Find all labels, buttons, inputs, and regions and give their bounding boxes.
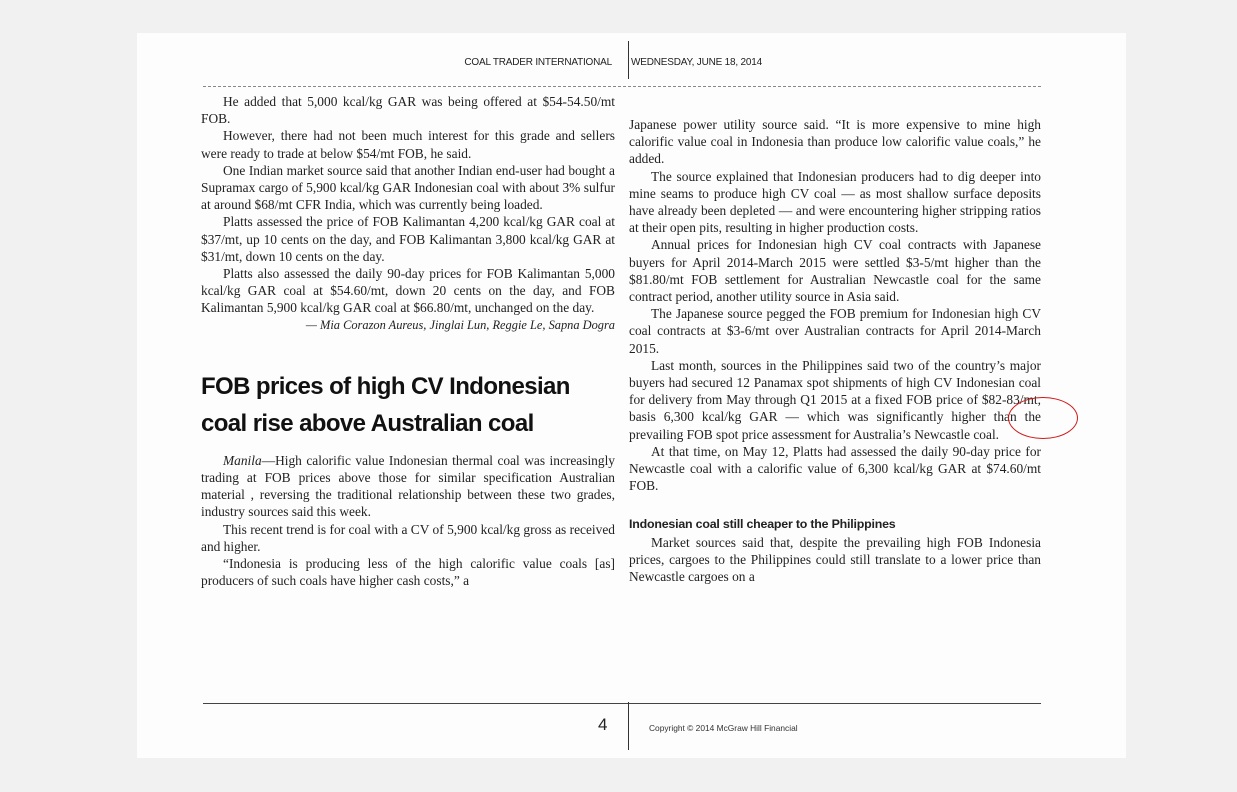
paragraph: Market sources said that, despite the prevailing high FOB Indonesia prices, cargoes to the Philippines could still translate to a lower price than Newcastle cargoes on a [629, 534, 1041, 585]
red-circle-annotation [1008, 397, 1078, 439]
paragraph: The source explained that Indonesian producers had to dig deeper into mine seams to produce high CV coal — as most shallow surface deposits have already been depleted — and were encountering higher stripping ratios at their open pits, resulting in higher production costs. [629, 168, 1041, 236]
paragraph [201, 452, 615, 521]
paragraph: “Indonesia is producing less of the high calorific value coals [as] producers of such coals have higher cash costs,” a [201, 556, 615, 589]
right-column [629, 116, 1041, 585]
header-divider [628, 41, 629, 79]
publication-name: COAL TRADER INTERNATIONAL [464, 57, 612, 68]
page-number: 4 [598, 715, 608, 734]
paragraph: Annual prices for Indonesian high CV coal contracts with Japanese buyers for April 2014-March 2015 were settled $3-5/mt higher than the $81.80/mt FOB settlement for Australian Newcastle coal for the same contract period, another utility source in Asia said. [629, 237, 1041, 305]
left-column [201, 93, 615, 589]
paragraph: Japanese power utility source said. “It is more expensive to mine high calorific value coal in Indonesia than produce low calorific value coals,” he added. [629, 117, 1041, 167]
paragraph: However, there had not been much interest for this grade and sellers were ready to trade at below $54/mt FOB, he said. [201, 128, 615, 161]
publication-date: WEDNESDAY, JUNE 18, 2014 [631, 57, 762, 68]
footer-divider [628, 702, 629, 750]
footer-rule [203, 703, 1041, 704]
byline: — Mia Corazon Aureus, Jinglai Lun, Reggie Le, Sapna Dogra [305, 317, 615, 332]
paragraph: Platts assessed the price of FOB Kalimantan 4,200 kcal/kg GAR coal at $37/mt, up 10 cents on the day, and FOB Kalimantan 3,800 kcal/kg GAR at $31/mt, down 10 cents on the day. [201, 214, 615, 264]
paragraph: The Japanese source pegged the FOB premium for Indonesian high CV coal contracts at $3-6/mt over Australian contracts for April 2014-March 2015. [629, 306, 1041, 356]
document-page [137, 33, 1126, 758]
paragraph: Platts also assessed the daily 90-day prices for FOB Kalimantan 5,000 kcal/kg GAR coal at $54.60/mt, down 20 cents on the day, and FOB Kalimantan 5,900 kcal/kg GAR coal at $66.80/mt, unchanged on the day. [201, 266, 615, 316]
lead-text: —High calorific value Indonesian thermal coal was increasingly trading at FOB prices above those for similar specification Australian material , reversing the traditional relationship between these two grades, industry sources said this week. [201, 452, 615, 520]
paragraph: This recent trend is for coal with a CV of 5,900 kcal/kg gross as received and higher. [201, 521, 615, 554]
header-rule [203, 86, 1041, 87]
section-subhead: Indonesian coal still cheaper to the Philippines [629, 517, 896, 532]
paragraph: At that time, on May 12, Platts had assessed the daily 90-day price for Newcastle coal with a calorific value of 6,300 kcal/kg GAR at $74.60/mt FOB. [629, 443, 1041, 494]
paragraph: Last month, sources in the Philippines said two of the country’s major buyers had secured 12 Panamax spot shipments of high CV Indonesian coal for delivery from May through Q1 2015 at a fixed FOB price of $82-83/mt, basis 6,300 kcal/kg GAR — which was significantly higher than the prevailing FOB spot price assessment for Australia’s Newcastle coal. [629, 357, 1041, 442]
copyright-notice: Copyright © 2014 McGraw Hill Financial [649, 723, 798, 733]
paragraph: He added that 5,000 kcal/kg GAR was being offered at $54-54.50/mt FOB. [201, 94, 615, 127]
paragraph: One Indian market source said that another Indian end-user had bought a Supramax cargo of 5,900 kcal/kg GAR Indonesian coal with about 3% sulfur at around $68/mt CFR India, which was currently being loaded. [201, 162, 615, 213]
dateline: Manila [223, 452, 262, 468]
article-headline: FOB prices of high CV Indonesian coal rise above Australian coal [201, 372, 570, 437]
